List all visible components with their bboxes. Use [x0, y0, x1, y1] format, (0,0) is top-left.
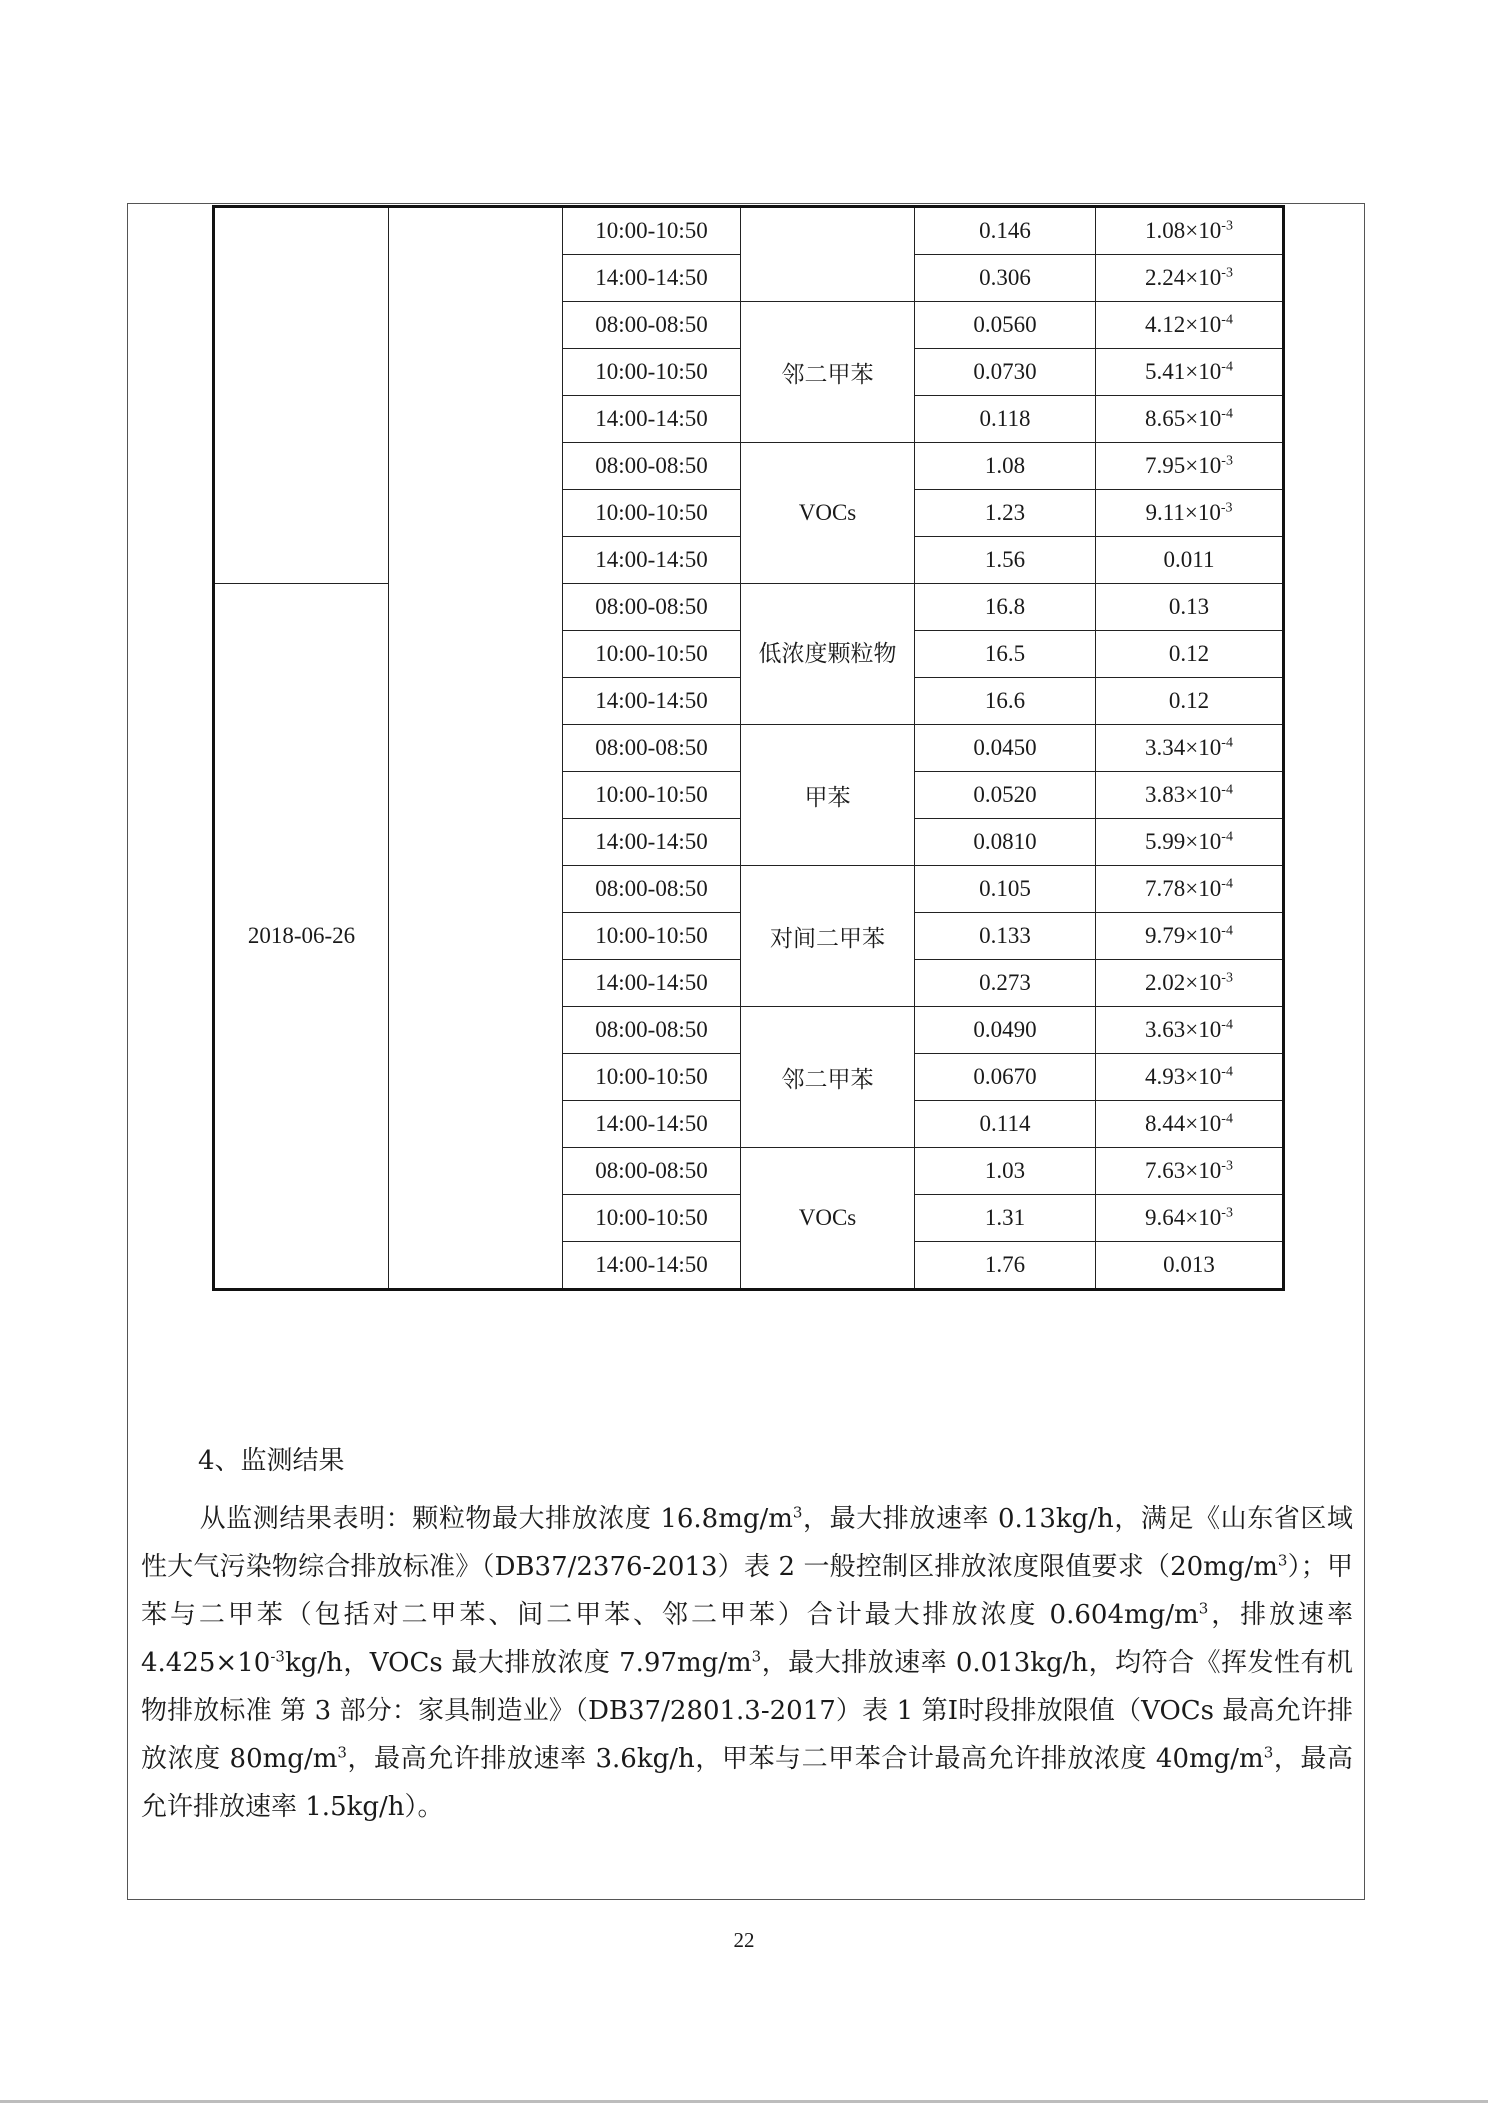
rate-cell: $9.64\times 10^{-3}$ [1096, 1195, 1284, 1242]
time-cell: 10:00-10:50 [563, 772, 741, 819]
rate-cell: $3.63\times 10^{-4}$ [1096, 1007, 1284, 1054]
time-cell: 14:00-14:50 [563, 678, 741, 725]
time-cell: 14:00-14:50 [563, 960, 741, 1007]
time-cell: 14:00-14:50 [563, 537, 741, 584]
time-cell: 14:00-14:50 [563, 1242, 741, 1290]
rate-cell: $8.65\times 10^{-4}$ [1096, 396, 1284, 443]
results-paragraph: 从监测结果表明：颗粒物最大排放浓度 $16.8mg/m^3$，最大排放速率 0.13kg/h，满足《山东省区域性大气污染物综合排放标准》（DB37/2376-2013）表 2 一般控制区排放浓度限值要求$(20mg/m^3)$；甲苯与二甲苯（包括对二甲苯、间二甲苯、邻二甲苯）合计最大排放浓度 $0.604mg/m^3$，排放速率 $4.425\times 10^{-3}kg/h$，VOCs 最大排放浓度 $7.97mg/m^3$，最大排放速率 0.013kg/h，均符合《挥发性有机物排放标准 第 3 部分：家具制造业》（DB37/2801.3-2017）表 1 第Ⅰ时段排放限值（VOCs 最高允许排放浓度 $80mg/m^3$，最高允许排放速率 3.6kg/h，甲苯与二甲苯合计最高允许排放浓度 $40mg/m^3$，最高允许排放速率 1.5kg/h）。 [141, 1503, 1353, 1822]
rate-cell: $4.93\times 10^{-4}$ [1096, 1054, 1284, 1101]
concentration-cell: 1.31 [915, 1195, 1096, 1242]
rate-cell: $2.24\times 10^{-3}$ [1096, 255, 1284, 302]
time-cell: 08:00-08:50 [563, 302, 741, 349]
time-cell: 10:00-10:50 [563, 1195, 741, 1242]
concentration-cell: 0.114 [915, 1101, 1096, 1148]
concentration-cell: 0.0730 [915, 349, 1096, 396]
time-cell: 10:00-10:50 [563, 913, 741, 960]
concentration-cell: 0.0450 [915, 725, 1096, 772]
rate-cell: $2.02\times 10^{-3}$ [1096, 960, 1284, 1007]
table-row [214, 584, 1284, 631]
concentration-cell: 0.0490 [915, 1007, 1096, 1054]
time-cell: 10:00-10:50 [563, 631, 741, 678]
rate-cell: $1.08\times 10^{-3}$ [1096, 207, 1284, 255]
page-number: 22 [733, 1928, 755, 1952]
rate-cell: 0.12 [1096, 631, 1284, 678]
rate-cell: $7.95\times 10^{-3}$ [1096, 443, 1284, 490]
pollutant-cell: VOCs [741, 1148, 915, 1290]
concentration-cell: 0.118 [915, 396, 1096, 443]
rate-cell: $9.79\times 10^{-4}$ [1096, 913, 1284, 960]
pollutant-cell [741, 207, 915, 302]
monitoring-data-table [212, 205, 1285, 1291]
page-bottom-divider [0, 2100, 1488, 2103]
concentration-cell: 16.8 [915, 584, 1096, 631]
rate-cell: 0.13 [1096, 584, 1284, 631]
concentration-cell: 1.08 [915, 443, 1096, 490]
rate-cell: 0.011 [1096, 537, 1284, 584]
pollutant-cell: 邻二甲苯 [741, 302, 915, 443]
time-cell: 10:00-10:50 [563, 1054, 741, 1101]
time-cell: 08:00-08:50 [563, 1007, 741, 1054]
rate-cell: $7.78\times 10^{-4}$ [1096, 866, 1284, 913]
time-cell: 10:00-10:50 [563, 490, 741, 537]
time-cell: 14:00-14:50 [563, 255, 741, 302]
concentration-cell: 0.133 [915, 913, 1096, 960]
concentration-cell: 1.56 [915, 537, 1096, 584]
concentration-cell: 0.306 [915, 255, 1096, 302]
time-cell: 10:00-10:50 [563, 349, 741, 396]
concentration-cell: 0.0520 [915, 772, 1096, 819]
rate-cell: $3.83\times 10^{-4}$ [1096, 772, 1284, 819]
rate-cell: $3.34\times 10^{-4}$ [1096, 725, 1284, 772]
concentration-cell: 0.146 [915, 207, 1096, 255]
concentration-cell: 0.0670 [915, 1054, 1096, 1101]
table-row [214, 207, 1284, 255]
concentration-cell: 1.76 [915, 1242, 1096, 1290]
rate-cell: $7.63\times 10^{-3}$ [1096, 1148, 1284, 1195]
time-cell: 14:00-14:50 [563, 1101, 741, 1148]
concentration-cell: 16.6 [915, 678, 1096, 725]
time-cell: 08:00-08:50 [563, 443, 741, 490]
rate-cell: $8.44\times 10^{-4}$ [1096, 1101, 1284, 1148]
pollutant-cell: VOCs [741, 443, 915, 584]
date-cell-empty [214, 207, 389, 584]
date-cell: 2018-06-26 [214, 584, 389, 1290]
rate-cell: 0.12 [1096, 678, 1284, 725]
sampling-point-cell [389, 207, 563, 1290]
pollutant-cell: 邻二甲苯 [741, 1007, 915, 1148]
time-cell: 08:00-08:50 [563, 1148, 741, 1195]
rate-cell: $5.41\times 10^{-4}$ [1096, 349, 1284, 396]
time-cell: 08:00-08:50 [563, 866, 741, 913]
time-cell: 08:00-08:50 [563, 584, 741, 631]
pollutant-cell: 低浓度颗粒物 [741, 584, 915, 725]
concentration-cell: 0.105 [915, 866, 1096, 913]
rate-cell: 0.013 [1096, 1242, 1284, 1290]
rate-cell: $4.12\times 10^{-4}$ [1096, 302, 1284, 349]
concentration-cell: 1.03 [915, 1148, 1096, 1195]
time-cell: 14:00-14:50 [563, 396, 741, 443]
time-cell: 10:00-10:50 [563, 207, 741, 255]
rate-cell: $5.99\times 10^{-4}$ [1096, 819, 1284, 866]
concentration-cell: 0.0810 [915, 819, 1096, 866]
concentration-cell: 1.23 [915, 490, 1096, 537]
section-heading: 4、监测结果 [198, 1446, 345, 1476]
time-cell: 08:00-08:50 [563, 725, 741, 772]
time-cell: 14:00-14:50 [563, 819, 741, 866]
rate-cell: $9.11\times 10^{-3}$ [1096, 490, 1284, 537]
concentration-cell: 0.0560 [915, 302, 1096, 349]
pollutant-cell: 对间二甲苯 [741, 866, 915, 1007]
concentration-cell: 0.273 [915, 960, 1096, 1007]
pollutant-cell: 甲苯 [741, 725, 915, 866]
concentration-cell: 16.5 [915, 631, 1096, 678]
